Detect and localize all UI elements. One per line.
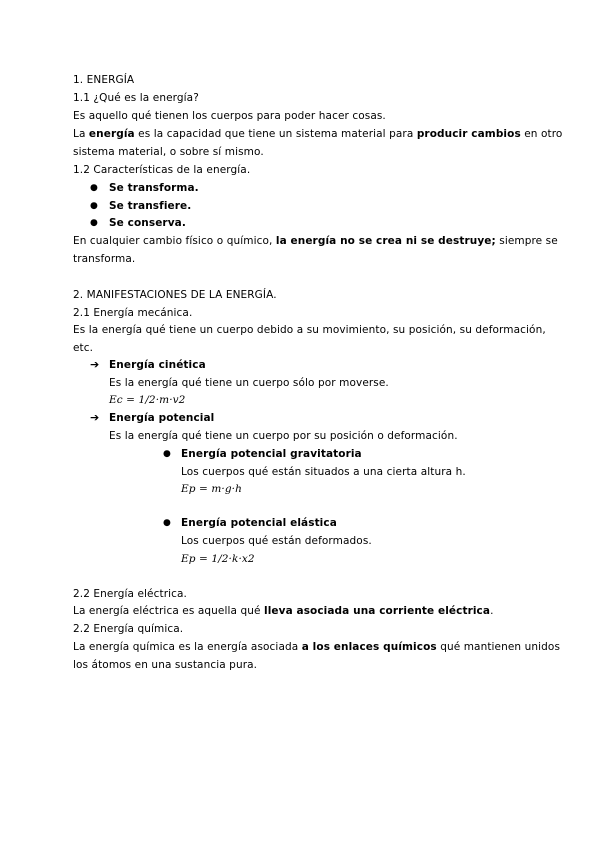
paragraph-mechanical: Es la energía qué tiene un cuerpo debido a su movimiento, su posición, su deformación,: [73, 324, 546, 336]
gravitational-energy-desc: Los cuerpos qué están situados a una cierta altura h.: [181, 466, 466, 478]
bullet-icon: ●: [90, 201, 98, 211]
list-item: Se transforma.: [109, 182, 199, 194]
paragraph-conservation: En cualquier cambio físico o químico, la energía no se crea ni se destruye; siempre se: [73, 235, 558, 247]
kinetic-energy-formula: Ec = 1/2·m·v2: [109, 394, 186, 406]
elastic-energy-desc: Los cuerpos qué están deformados.: [181, 535, 372, 547]
potential-energy-desc: Es la energía qué tiene un cuerpo por su posición o deformación.: [109, 430, 458, 442]
list-item: Se transfiere.: [109, 200, 192, 212]
paragraph-mechanical-line2: etc.: [73, 342, 94, 354]
subsection-1-1: 1.1 ¿Qué es la energía?: [73, 92, 199, 104]
section-1-title: 1. ENERGÍA: [73, 74, 135, 86]
kinetic-energy-title: Energía cinética: [109, 359, 206, 371]
bold-conservation-law: la energía no se crea ni se destruye;: [275, 235, 496, 247]
paragraph-chemical-line2: los átomos en una sustancia pura.: [73, 659, 258, 671]
bold-electric-current: lleva asociada una corriente eléctrica: [264, 605, 491, 617]
subsection-2-2-electric: 2.2 Energía eléctrica.: [73, 588, 187, 600]
paragraph-chemical: La energía química es la energía asociada a los enlaces químicos qué mantienen unidos: [73, 641, 561, 653]
potential-energy-title: Energía potencial: [109, 412, 215, 424]
bullet-icon: ●: [90, 183, 98, 193]
gravitational-energy-title: Energía potencial gravitatoria: [181, 448, 362, 460]
arrow-right-icon: ➔: [90, 358, 100, 371]
bold-chemical-bonds: a los enlaces químicos: [301, 641, 437, 653]
bullet-icon: ●: [163, 449, 171, 459]
paragraph-definition-line2: sistema material, o sobre sí mismo.: [73, 146, 264, 158]
gravitational-energy-formula: Ep = m·g·h: [181, 483, 242, 495]
section-2-title: 2. MANIFESTACIONES DE LA ENERGÍA.: [73, 289, 277, 301]
bullet-icon: ●: [163, 518, 171, 528]
paragraph-answer: Es aquello qué tienen los cuerpos para poder hacer cosas.: [73, 110, 386, 122]
elastic-energy-title: Energía potencial elástica: [181, 517, 337, 529]
kinetic-energy-desc: Es la energía qué tiene un cuerpo sólo por moverse.: [109, 377, 389, 389]
paragraph-electric: La energía eléctrica es aquella qué lleva asociada una corriente eléctrica.: [73, 605, 494, 617]
arrow-right-icon: ➔: [90, 411, 100, 424]
bold-producir-cambios: producir cambios: [416, 128, 521, 140]
bold-energia: energía: [88, 128, 135, 140]
subsection-1-2: 1.2 Características de la energía.: [73, 164, 251, 176]
subsection-2-2-chemical: 2.2 Energía química.: [73, 623, 184, 635]
elastic-energy-formula: Ep = 1/2·k·x2: [181, 553, 255, 565]
paragraph-conservation-line2: transforma.: [73, 253, 136, 265]
bullet-icon: ●: [90, 218, 98, 228]
paragraph-definition: La energía es la capacidad que tiene un sistema material para producir cambios en otro: [73, 128, 563, 140]
subsection-2-1: 2.1 Energía mecánica.: [73, 307, 193, 319]
list-item: Se conserva.: [109, 217, 186, 229]
